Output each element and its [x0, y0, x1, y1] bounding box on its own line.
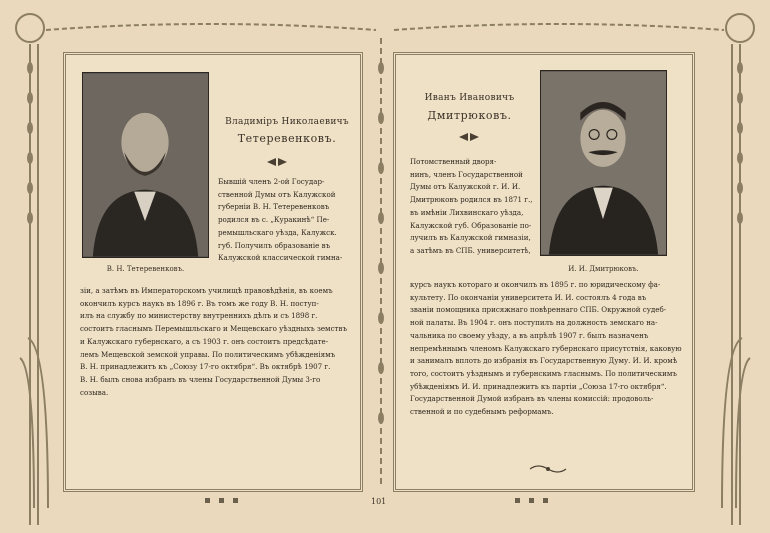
portrait-photo-left: [82, 72, 209, 258]
bio-line: и занималъ вплоть до избранія въ Государственную Думу. И. И. кромѣ: [410, 356, 678, 366]
bio-line: илъ на службу по министерству внутреннихъ дѣлъ и съ 1898 г.: [80, 311, 318, 321]
bio-line: въ имѣніи Лихвинскаго уѣзда,: [410, 207, 524, 217]
bio-line: лучилъ въ Калужской гимназіи,: [410, 233, 531, 243]
footer-square-icon: [205, 498, 210, 503]
bio-line: курсъ наукъ котораго и окончилъ въ 1895 г. по юридическому фа-: [410, 280, 661, 289]
footer-square-icon: [529, 498, 534, 503]
footer-square-icon: [219, 498, 224, 503]
bio-body-right: [410, 279, 682, 419]
fleuron-icon-right: [458, 132, 480, 142]
footer-square-icon: [233, 498, 238, 503]
bio-line: лемъ Мещевской земской управы. По политическимъ убѣжденіямъ: [80, 349, 336, 359]
bio-line: Думы отъ Калужской г. И. И.: [410, 182, 521, 192]
wreath-icon-top-right: [726, 14, 754, 42]
bio-line: В. Н. былъ снова избранъ въ члены Государственной Думы 3-го: [80, 374, 321, 384]
footer-square-icon: [543, 498, 548, 503]
bio-line: Бывшій членъ 2-ой Государ-: [218, 177, 325, 186]
bio-line: Государственной Думой избранъ въ члены комиссій: продоволь-: [410, 394, 654, 404]
portrait-image: [541, 71, 666, 255]
bio-line: чальника по своему уѣзду, а въ апрѣлѣ 1907 г. былъ назначенъ: [410, 330, 649, 340]
name-first-right: Иванъ Ивановичъ: [424, 93, 515, 103]
page-number: 101: [371, 497, 387, 506]
portrait-image: [83, 73, 208, 257]
bio-line: нинъ, членъ Государственной: [410, 169, 523, 179]
name-first-left: Владиміръ Николаевичъ: [225, 117, 349, 127]
photo-caption-right: И. И. Дмитрюковъ.: [568, 265, 639, 273]
bio-line: ственной и по судебнымъ реформамъ.: [410, 407, 554, 417]
bio-line: Калужской классической гимна-: [218, 253, 343, 263]
bio-line: родился въ с. „Куракинѣ“ Пе-: [218, 215, 330, 225]
bio-line: ремышльскаго уѣзда, Калужск.: [218, 227, 337, 237]
bio-body-left: [80, 285, 356, 399]
bio-intro-left: [218, 176, 356, 265]
bio-line: Потомственный дворя-: [410, 157, 497, 166]
bio-line: Калужской губ. Образованіе по-: [410, 220, 532, 230]
name-surname-left: Тетеревенковъ.: [237, 132, 337, 145]
bio-line: Дмитрюковъ родился въ 1871 г.,: [410, 195, 533, 205]
end-ornament-icon: [528, 463, 568, 475]
photo-caption-left: В. Н. Тетеревенковъ.: [106, 265, 185, 273]
bio-line: непремѣннымъ членомъ Калужскаго губернскаго присутствія, каковую: [410, 343, 682, 353]
bio-intro-right: [410, 156, 536, 258]
bio-line: и Калужскаго губернскаго, а съ 1903 г. онъ состоитъ предсѣдате-: [80, 336, 329, 346]
bio-line: ственной Думы отъ Калужской: [218, 189, 336, 199]
bio-line: культету. По окончаніи университета И. И. состоялъ 4 года въ: [410, 292, 647, 302]
footer-square-icon: [515, 498, 520, 503]
bio-line: званіи помощника присяжнаго повѣреннаго СПБ. Окружной судеб-: [410, 305, 667, 315]
name-surname-right: Дмитрюковъ.: [427, 109, 512, 122]
bio-line: а затѣмъ въ СПБ. университетѣ,: [410, 245, 531, 255]
bio-line: В. Н. принадлежитъ къ „Союзу 17-го октября“. Въ октябрѣ 1907 г.: [80, 362, 331, 372]
bio-line: убѣжденіямъ И. И. принадлежитъ къ партіи „Союза 17-го октября“.: [410, 381, 667, 391]
bio-line: созыва.: [80, 387, 109, 397]
bio-line: губ. Получилъ образованіе въ: [218, 240, 331, 250]
bio-line: губерніи В. Н. Тетеревенковъ: [218, 202, 330, 212]
bio-line: зіи, а затѣмъ въ Императорскомъ училищѣ правовѣдѣнія, въ коемъ: [80, 286, 333, 295]
wreath-icon-top-left: [16, 14, 44, 42]
bio-line: состоитъ гласнымъ Перемышльскаго и Мещевскаго уѣздныхъ земствъ: [80, 324, 347, 334]
bio-line: ной палаты. Въ 1904 г. онъ поступилъ на должность земскаго на-: [410, 318, 658, 328]
bio-line: окончилъ курсъ наукъ въ 1896 г. Въ томъ же году В. Н. поступ-: [80, 298, 319, 308]
fleuron-icon-left: [266, 157, 288, 167]
bio-line: того, состоитъ уѣзднымъ и губернскимъ гласнымъ. По политическимъ: [410, 368, 677, 378]
portrait-photo-right: [540, 70, 667, 256]
